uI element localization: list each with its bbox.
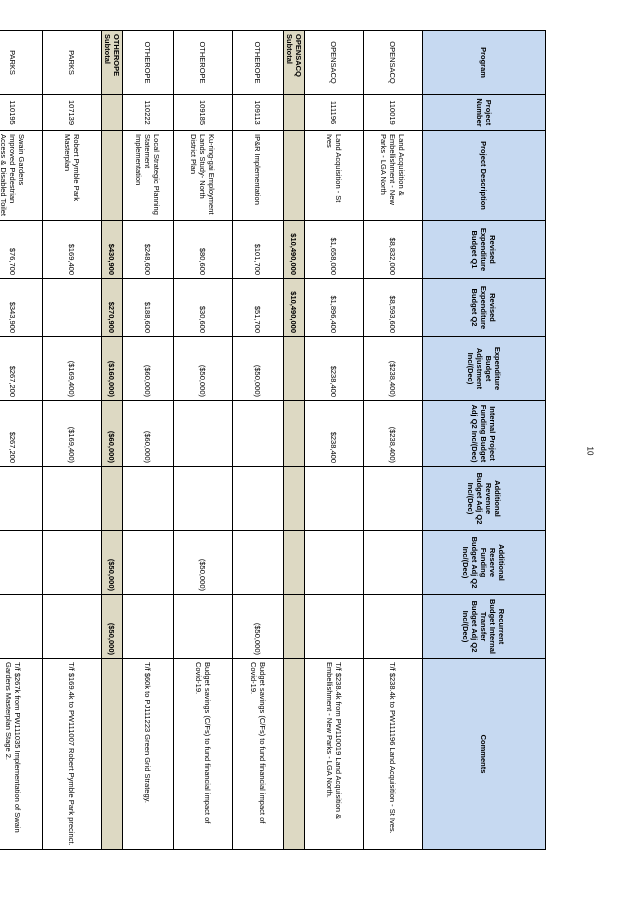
cell-internal-funding	[174, 401, 233, 467]
budget-adjustment-table	[0, 30, 546, 850]
cell-comments: T/f $60k to PJ111223 Green Grid Strategy.	[123, 659, 174, 850]
cell-revised-q2: $188,600	[123, 279, 174, 337]
cell-revised-q1: $169,400	[43, 221, 102, 279]
header-project-description: Project Description	[423, 131, 546, 221]
table-row	[123, 31, 174, 850]
cell-revised-q1: $1,658,000	[305, 221, 364, 279]
table-row	[233, 31, 284, 850]
cell-recurrent-transfer	[364, 595, 423, 659]
cell-additional-revenue	[43, 467, 102, 531]
cell-expenditure-adjustment: ($169,400)	[43, 337, 102, 401]
cell-additional-reserve	[233, 531, 284, 595]
cell-additional-reserve: ($50,000)	[102, 531, 123, 595]
cell-additional-revenue	[0, 467, 43, 531]
subtotal-row	[102, 31, 123, 850]
cell-revised-q2: $10,490,000	[284, 279, 305, 337]
cell-project-number: 109113	[233, 95, 284, 131]
cell-additional-reserve	[43, 531, 102, 595]
cell-recurrent-transfer	[0, 595, 43, 659]
cell-expenditure-adjustment: ($60,000)	[123, 337, 174, 401]
cell-project-number: 109185	[174, 95, 233, 131]
cell-recurrent-transfer	[43, 595, 102, 659]
cell-revised-q1: $248,600	[123, 221, 174, 279]
cell-program: OTHEROPE	[123, 31, 174, 95]
cell-internal-funding	[284, 401, 305, 467]
cell-program: OPENSACQ Subtotal	[284, 31, 305, 95]
cell-revised-q1: $430,900	[102, 221, 123, 279]
cell-expenditure-adjustment: ($238,400)	[364, 337, 423, 401]
cell-comments: T/f $267k from PW111035 Implementation of Swain Gardens Masterplan Stage 2.	[0, 659, 43, 850]
cell-internal-funding: $267,200	[0, 401, 43, 467]
header-program: Program	[423, 31, 546, 95]
cell-recurrent-transfer	[284, 595, 305, 659]
cell-internal-funding	[233, 401, 284, 467]
table-header-row	[423, 31, 546, 850]
header-internal-funding: Internal Project Funding Budget Adj Q2 Inc/(Dec)	[423, 401, 546, 467]
cell-internal-funding: ($238,400)	[364, 401, 423, 467]
cell-additional-revenue	[102, 467, 123, 531]
cell-comments: T/f $238.4k to PW111196 Land Acquisition - St Ives.	[364, 659, 423, 850]
header-additional-reserve: Additional Reserve Funding Budget Adj Q2 Inc/(Dec)	[423, 531, 546, 595]
cell-program: OPENSACQ	[364, 31, 423, 95]
cell-additional-revenue	[364, 467, 423, 531]
cell-revised-q2: $1,896,400	[305, 279, 364, 337]
cell-expenditure-adjustment: ($50,000)	[233, 337, 284, 401]
table-row	[364, 31, 423, 850]
header-additional-revenue: Additional Revenue Budget Adj Q2 Inc/(Dec)	[423, 467, 546, 531]
cell-internal-funding: ($60,000)	[123, 401, 174, 467]
cell-project-number	[284, 95, 305, 131]
cell-revised-q2: $30,600	[174, 279, 233, 337]
cell-additional-revenue	[174, 467, 233, 531]
cell-additional-reserve: ($50,000)	[174, 531, 233, 595]
cell-program: OTHEROPE Subtotal	[102, 31, 123, 95]
cell-additional-reserve	[123, 531, 174, 595]
cell-program: OTHEROPE	[174, 31, 233, 95]
cell-revised-q2: $343,900	[0, 279, 43, 337]
cell-internal-funding: $238,400	[305, 401, 364, 467]
cell-expenditure-adjustment: ($50,000)	[174, 337, 233, 401]
cell-project-description: Ku-ring-gai Employment Lands Study- North District Plan	[174, 131, 233, 221]
cell-recurrent-transfer	[305, 595, 364, 659]
cell-project-description: Land Acquisition & Embellishment - New Parks - LGA North	[364, 131, 423, 221]
cell-program: PARKS	[0, 31, 43, 95]
cell-project-description: Swain Gardens Improved Pedestrian Access & Disabled Toilet	[0, 131, 43, 221]
table-row	[174, 31, 233, 850]
cell-additional-revenue	[284, 467, 305, 531]
cell-expenditure-adjustment	[284, 337, 305, 401]
cell-additional-reserve	[364, 531, 423, 595]
cell-additional-revenue	[123, 467, 174, 531]
cell-additional-revenue	[233, 467, 284, 531]
cell-project-number: 107139	[43, 95, 102, 131]
subtotal-row	[284, 31, 305, 850]
cell-project-description: IP&R Implementation	[233, 131, 284, 221]
cell-project-description: Robert Pymble Park Masterplan	[43, 131, 102, 221]
cell-project-number: 110222	[123, 95, 174, 131]
cell-project-number: 110019	[364, 95, 423, 131]
header-project-number: Project Number	[423, 95, 546, 131]
cell-revised-q1: $101,700	[233, 221, 284, 279]
cell-revised-q2	[43, 279, 102, 337]
cell-project-description	[102, 131, 123, 221]
cell-comments: Budget savings (C/Fs) to fund financial impact of Covid-19.	[233, 659, 284, 850]
cell-revised-q1: $8,832,000	[364, 221, 423, 279]
cell-expenditure-adjustment: $267,200	[0, 337, 43, 401]
cell-recurrent-transfer	[123, 595, 174, 659]
cell-project-number	[102, 95, 123, 131]
cell-comments	[102, 659, 123, 850]
cell-comments: T/f $238.4k from PW110019 Land Acquisition & Embellishment - New Parks - LGA North.	[305, 659, 364, 850]
header-revised-q2: Revised Expenditure Budget Q2	[423, 279, 546, 337]
cell-project-description	[284, 131, 305, 221]
cell-internal-funding: ($60,000)	[102, 401, 123, 467]
cell-expenditure-adjustment: $238,400	[305, 337, 364, 401]
header-expenditure-adjustment: Expenditure Budget Adjustment Inc/(Dec)	[423, 337, 546, 401]
cell-additional-revenue	[305, 467, 364, 531]
cell-revised-q2: $8,593,600	[364, 279, 423, 337]
header-comments: Comments	[423, 659, 546, 850]
cell-comments: T/f $169.4k to PW111007 Robert Pymble Park precinct.	[43, 659, 102, 850]
table-row	[305, 31, 364, 850]
cell-additional-reserve	[305, 531, 364, 595]
table-wrapper	[0, 30, 546, 850]
cell-revised-q1: $80,600	[174, 221, 233, 279]
cell-revised-q1: $76,700	[0, 221, 43, 279]
cell-additional-reserve	[284, 531, 305, 595]
cell-comments	[284, 659, 305, 850]
page-number: 10	[585, 446, 595, 456]
cell-revised-q2: $51,700	[233, 279, 284, 337]
cell-project-number: 111196	[305, 95, 364, 131]
cell-program: PARKS	[43, 31, 102, 95]
cell-internal-funding: ($169,400)	[43, 401, 102, 467]
cell-project-description: Land Acquisition - St Ives	[305, 131, 364, 221]
cell-project-description: Local Strategic Planning Statement Implementation	[123, 131, 174, 221]
cell-project-number: 110195	[0, 95, 43, 131]
cell-revised-q2: $270,900	[102, 279, 123, 337]
cell-comments: Budget savings (C/Fs) to fund financial impact of Covid-19.	[174, 659, 233, 850]
table-row	[0, 31, 43, 850]
cell-revised-q1: $10,490,000	[284, 221, 305, 279]
cell-program: OPENSACQ	[305, 31, 364, 95]
cell-expenditure-adjustment: ($160,000)	[102, 337, 123, 401]
header-revised-q1: Revised Expenditure Budget Q1	[423, 221, 546, 279]
table-row	[43, 31, 102, 850]
header-recurrent-transfer: Recurrent Budget Internal Transfer Budget Adj Q2 Inc/(Dec)	[423, 595, 546, 659]
cell-recurrent-transfer: ($50,000)	[233, 595, 284, 659]
cell-program: OTHEROPE	[233, 31, 284, 95]
cell-recurrent-transfer	[174, 595, 233, 659]
cell-recurrent-transfer: ($50,000)	[102, 595, 123, 659]
cell-additional-reserve	[0, 531, 43, 595]
